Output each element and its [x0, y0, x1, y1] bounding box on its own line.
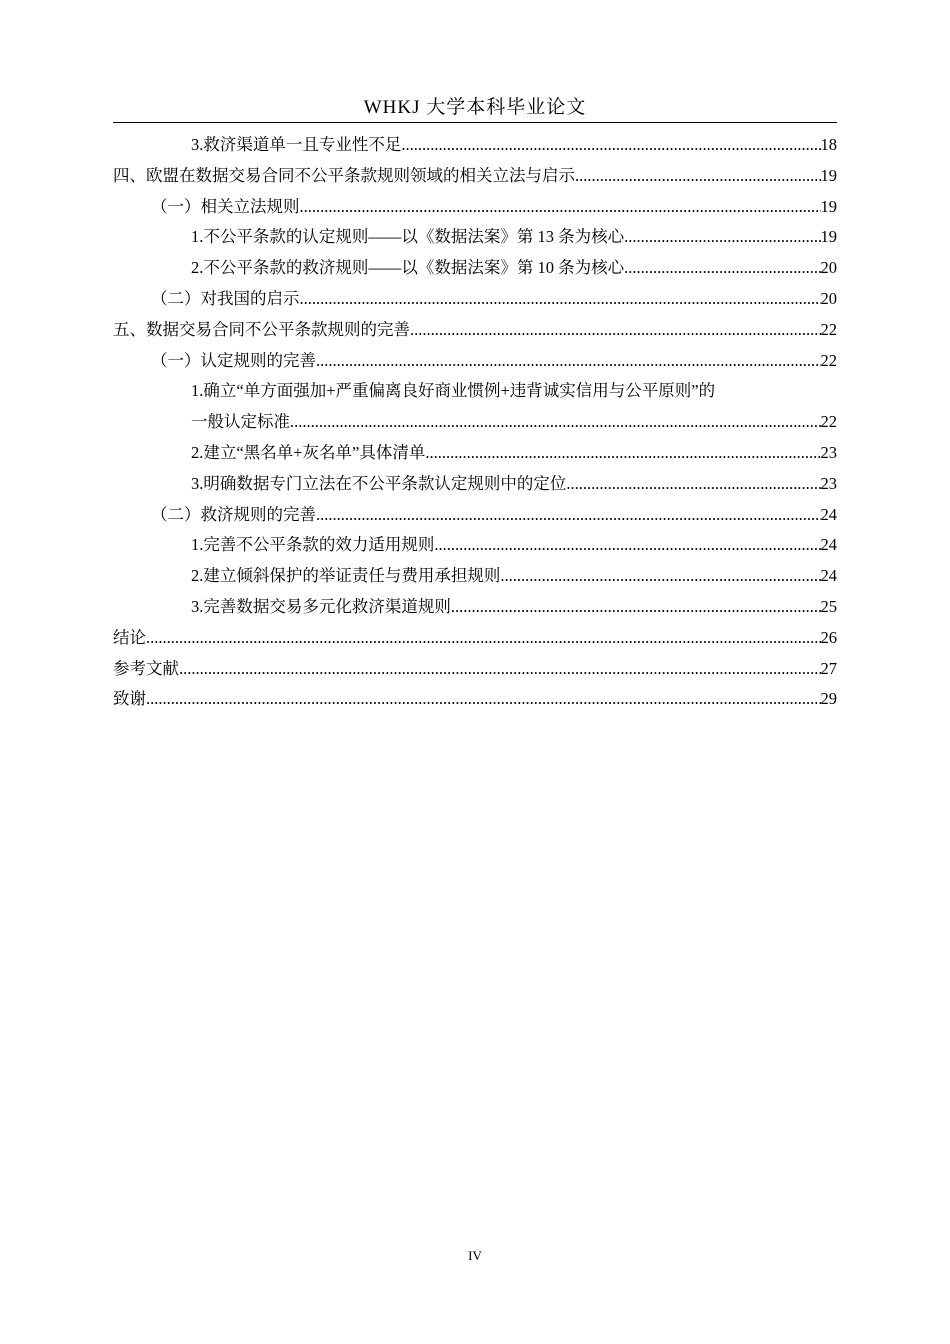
header-divider — [113, 122, 837, 123]
toc-entry[interactable] — [113, 222, 837, 253]
toc-entry-title: 2.不公平条款的救济规则——以《数据法案》第 10 条为核心 — [191, 258, 625, 278]
toc-entry-page: 25 — [820, 596, 837, 616]
toc-entry-wrapped-line1[interactable] — [113, 376, 837, 407]
toc-entry-title: （二）救济规则的完善 — [151, 504, 316, 524]
toc-leader-dots — [410, 315, 821, 346]
toc-entry-title: 参考文献 — [113, 658, 179, 678]
toc-entry-title: （一）相关立法规则 — [151, 196, 300, 216]
toc-entry-page: 22 — [820, 412, 837, 432]
toc-entry-page: 22 — [820, 319, 837, 339]
toc-entry-page: 19 — [820, 196, 837, 216]
toc-entry-page: 26 — [820, 627, 837, 647]
toc-leader-dots — [401, 130, 820, 161]
toc-leader-dots — [316, 500, 821, 531]
toc-entry-title: 结论 — [113, 627, 146, 647]
toc-leader-dots — [290, 407, 821, 438]
toc-entry[interactable] — [113, 500, 837, 531]
toc-entry-page: 19 — [820, 165, 837, 185]
toc-entry-title-line1: 1.确立“单方面强加+严重偏离良好商业惯例+违背诚实信用与公平原则”的 — [191, 381, 716, 401]
toc-entry-title: 2.建立“黑名单+灰名单”具体清单 — [191, 442, 426, 462]
toc-leader-dots — [500, 561, 820, 592]
toc-entry-title: 五、数据交易合同不公平条款规则的完善 — [113, 319, 410, 339]
toc-entry-title: 1.不公平条款的认定规则——以《数据法案》第 13 条为核心 — [191, 227, 625, 247]
toc-entry-title: 1.完善不公平条款的效力适用规则 — [191, 535, 435, 555]
toc-entry-page: 27 — [820, 658, 837, 678]
toc-entry-page: 24 — [820, 535, 837, 555]
toc-leader-dots — [179, 654, 821, 685]
toc-entry-page: 20 — [820, 288, 837, 308]
toc-entry[interactable] — [113, 469, 837, 500]
toc-entry[interactable] — [113, 284, 837, 315]
toc-entry-page: 19 — [820, 227, 837, 247]
toc-leader-dots — [451, 592, 821, 623]
toc-entry-title: 3.明确数据专门立法在不公平条款认定规则中的定位 — [191, 473, 567, 493]
page-header-title: WHKJ 大学本科毕业论文 — [363, 97, 587, 118]
toc-leader-dots — [575, 161, 821, 192]
toc-entry-page: 22 — [820, 350, 837, 370]
page-number: IV — [468, 1248, 482, 1263]
toc-entry-title: 四、欧盟在数据交易合同不公平条款规则领域的相关立法与启示 — [113, 165, 575, 185]
toc-entry[interactable] — [113, 561, 837, 592]
toc-leader-dots — [624, 222, 820, 253]
toc-entry[interactable] — [113, 315, 837, 346]
toc-entry-page: 18 — [820, 135, 837, 154]
toc-entry-wrapped-line2[interactable] — [113, 407, 837, 438]
toc-entry-page: 24 — [820, 566, 837, 586]
toc-entry[interactable] — [113, 130, 837, 161]
toc-entry-title: 3.救济渠道单一且专业性不足 — [191, 135, 402, 154]
toc-leader-dots — [624, 253, 820, 284]
toc-entry[interactable] — [113, 684, 837, 715]
toc-leader-dots — [425, 438, 820, 469]
toc-entry-page: 23 — [820, 442, 837, 462]
table-of-contents — [113, 130, 837, 715]
toc-entry[interactable] — [113, 192, 837, 223]
toc-entry[interactable] — [113, 623, 837, 654]
toc-entry-title: 3.完善数据交易多元化救济渠道规则 — [191, 596, 451, 616]
toc-entry[interactable] — [113, 161, 837, 192]
toc-entry[interactable] — [113, 346, 837, 377]
toc-entry-title: （一）认定规则的完善 — [151, 350, 316, 370]
toc-leader-dots — [434, 530, 820, 561]
toc-entry-title: （二）对我国的启示 — [151, 288, 300, 308]
toc-leader-dots — [300, 284, 821, 315]
toc-leader-dots — [146, 684, 821, 715]
toc-entry-page: 23 — [820, 473, 837, 493]
toc-entry-page: 20 — [820, 258, 837, 278]
toc-entry-page: 24 — [820, 504, 837, 524]
toc-entry-title: 致谢 — [113, 689, 146, 709]
toc-entry[interactable] — [113, 253, 837, 284]
toc-leader-dots — [300, 192, 821, 223]
toc-entry[interactable] — [113, 654, 837, 685]
toc-leader-dots — [566, 469, 820, 500]
toc-entry[interactable] — [113, 530, 837, 561]
toc-entry[interactable] — [113, 592, 837, 623]
toc-entry-title: 2.建立倾斜保护的举证责任与费用承担规则 — [191, 566, 501, 586]
toc-leader-dots — [316, 346, 821, 377]
toc-leader-dots — [146, 623, 821, 654]
toc-entry-title-line2: 一般认定标准 — [191, 412, 290, 432]
toc-entry-page: 29 — [820, 689, 837, 709]
toc-entry[interactable] — [113, 438, 837, 469]
